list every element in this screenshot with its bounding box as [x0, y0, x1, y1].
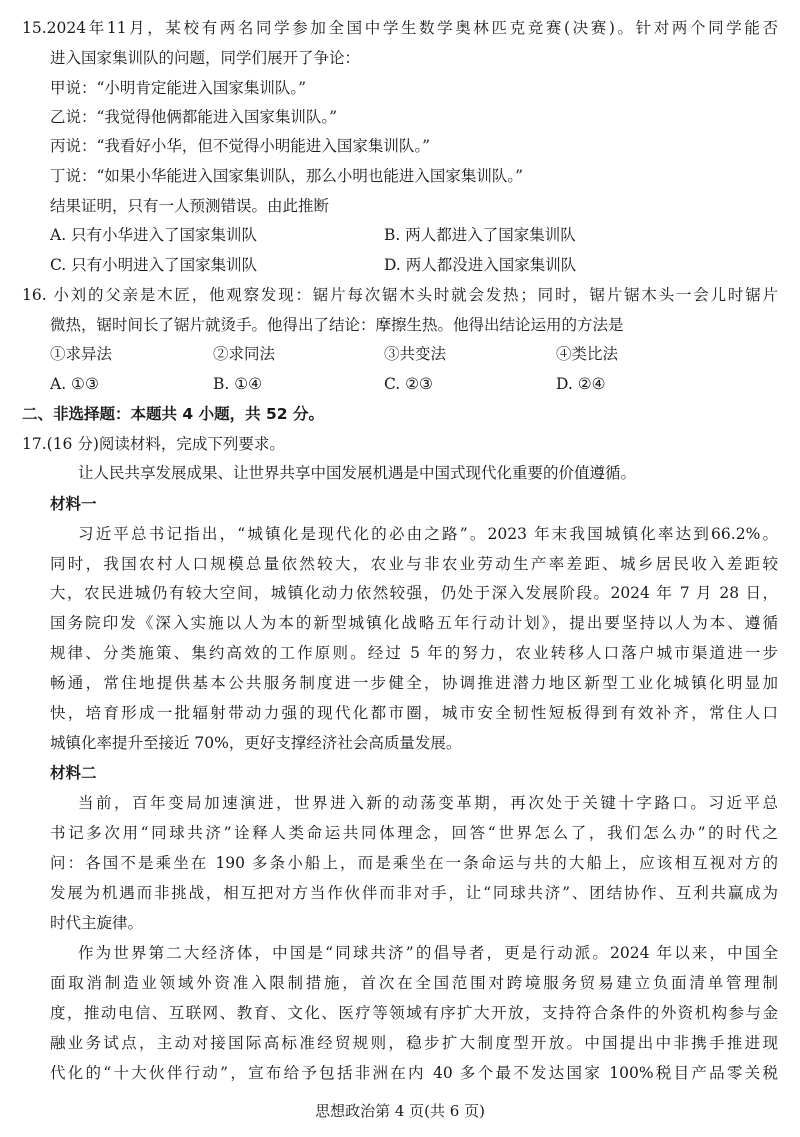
q15-statement-bing: 丙说：“我看好小华，但不觉得小明能进入国家集训队。”	[50, 137, 431, 155]
material-1-line: 国务院印发《深入实施以人为本的新型城镇化战略五年行动计划》，提出要坚持以人为本、遵循	[50, 614, 778, 632]
material-1-line: 规律、分类施策、集约高效的工作原则。经过 5 年的努力，农业转移人口落户城市渠道进一步	[50, 644, 778, 662]
material-2-line: 问：各国不是乘坐在 190 多条小船上，而是乘坐在一条命运与共的大船上，应该相互视对方的	[50, 854, 778, 872]
material-2-line: 度，推动电信、互联网、教育、文化、医疗等领域有序扩大开放，支持符合条件的外资机构参与金	[50, 1004, 778, 1022]
q15-stem-line-2: 进入国家集训队的问题，同学们展开了争论：	[50, 49, 361, 67]
q15-stem-line-1: 15.2024年11月，某校有两名同学参加全国中学生数学奥林匹克竞赛(决赛)。针对两个同学能否	[22, 19, 778, 37]
material-1-line: 城镇化率提升至接近 70%，更好支撑经济社会高质量发展。	[50, 734, 462, 752]
material-2-line: 时代主旋律。	[50, 914, 144, 932]
q15-statement-yi: 乙说：“我觉得他俩都能进入国家集训队。”	[50, 108, 338, 126]
material-2-line: 当前，百年变局加速演进，世界进入新的动荡变革期，再次处于关键十字路口。习近平总	[78, 794, 778, 812]
q16-option-d: D. ②④	[556, 375, 606, 393]
q16-option-c: C. ②③	[384, 375, 433, 393]
q15-option-a: A. 只有小华进入了国家集训队	[50, 226, 258, 244]
material-1-title: 材料一	[50, 495, 97, 513]
material-1-line: 畅通，常住地提供基本公共服务制度进一步健全，协调推进潜力地区新型工业化城镇化明显加	[50, 674, 778, 692]
q15-conclusion: 结果证明，只有一人预测错误。由此推断	[50, 197, 330, 215]
q16-method-2: ②求同法	[213, 345, 276, 363]
material-1-line: 同时，我国农村人口规模总量依然较大，农业与非农业劳动生产率差距、城乡居民收入差距较	[50, 555, 778, 573]
material-2-line: 融业务试点，主动对接国际高标准经贸规则，稳步扩大制度型开放。中国提出中非携手推进现	[50, 1034, 778, 1052]
q15-option-d: D. 两人都没进入国家集训队	[384, 256, 577, 274]
q15-statement-jia: 甲说：“小明肯定能进入国家集训队。”	[50, 79, 307, 97]
q16-method-3: ③共变法	[384, 345, 447, 363]
section-2-heading: 二、非选择题：本题共 4 小题，共 52 分。	[22, 405, 324, 423]
q16-method-4: ④类比法	[556, 345, 619, 363]
q16-method-1: ①求异法	[50, 345, 113, 363]
material-2-line: 作为世界第二大经济体，中国是“同球共济”的倡导者，更是行动派。2024 年以来，中国全	[78, 944, 778, 962]
q16-stem-line-1: 16. 小刘的父亲是木匠，他观察发现：锯片每次锯木头时就会发热；同时，锯片锯木头一会儿时锯片	[22, 286, 778, 304]
material-2-line: 发展为机遇而非挑战，相互把对方当作伙伴而非对手，让“同球共济”、团结协作、互利共赢成为	[50, 884, 778, 902]
material-1-line: 大，农民进城仍有较大空间，城镇化动力依然较强，仍处于深入发展阶段。2024 年 7 月 28 日，	[50, 584, 778, 602]
q15-statement-ding: 丁说：“如果小华能进入国家集训队，那么小明也能进入国家集训队。”	[50, 167, 524, 185]
q15-option-c: C. 只有小明进入了国家集训队	[50, 256, 258, 274]
material-2-line: 面取消制造业领域外资准入限制措施，首次在全国范围对跨境服务贸易建立负面清单管理制	[50, 974, 778, 992]
material-1-line: 快，培育形成一批辐射带动力强的现代化都市圈，城市安全韧性短板得到有效补齐，常住人口	[50, 704, 778, 722]
q16-stem-line-2: 微热，锯时间长了锯片就烫手。他得出了结论：摩擦生热。他得出结论运用的方法是	[50, 316, 624, 334]
q17-intro: 让人民共享发展成果、让世界共享中国发展机遇是中国式现代化重要的价值遵循。	[78, 464, 637, 482]
page-footer: 思想政治第 4 页(共 6 页)	[315, 1102, 485, 1120]
q17-stem: 17.(16 分)阅读材料，完成下列要求。	[22, 435, 285, 453]
q16-option-a: A. ①③	[50, 375, 99, 393]
q15-option-b: B. 两人都进入了国家集训队	[384, 226, 576, 244]
q16-option-b: B. ①④	[213, 375, 263, 393]
material-2-line: 代化的“十大伙伴行动”，宣布给予包括非洲在内 40 多个最不发达国家 100%税目产品零关税	[50, 1064, 778, 1082]
material-2-title: 材料二	[50, 764, 97, 782]
material-2-line: 书记多次用“同球共济”诠释人类命运共同体理念，回答“世界怎么了，我们怎么办”的时代之	[50, 824, 778, 842]
material-1-line: 习近平总书记指出，“城镇化是现代化的必由之路”。2023 年末我国城镇化率达到66.2%。	[78, 525, 778, 543]
